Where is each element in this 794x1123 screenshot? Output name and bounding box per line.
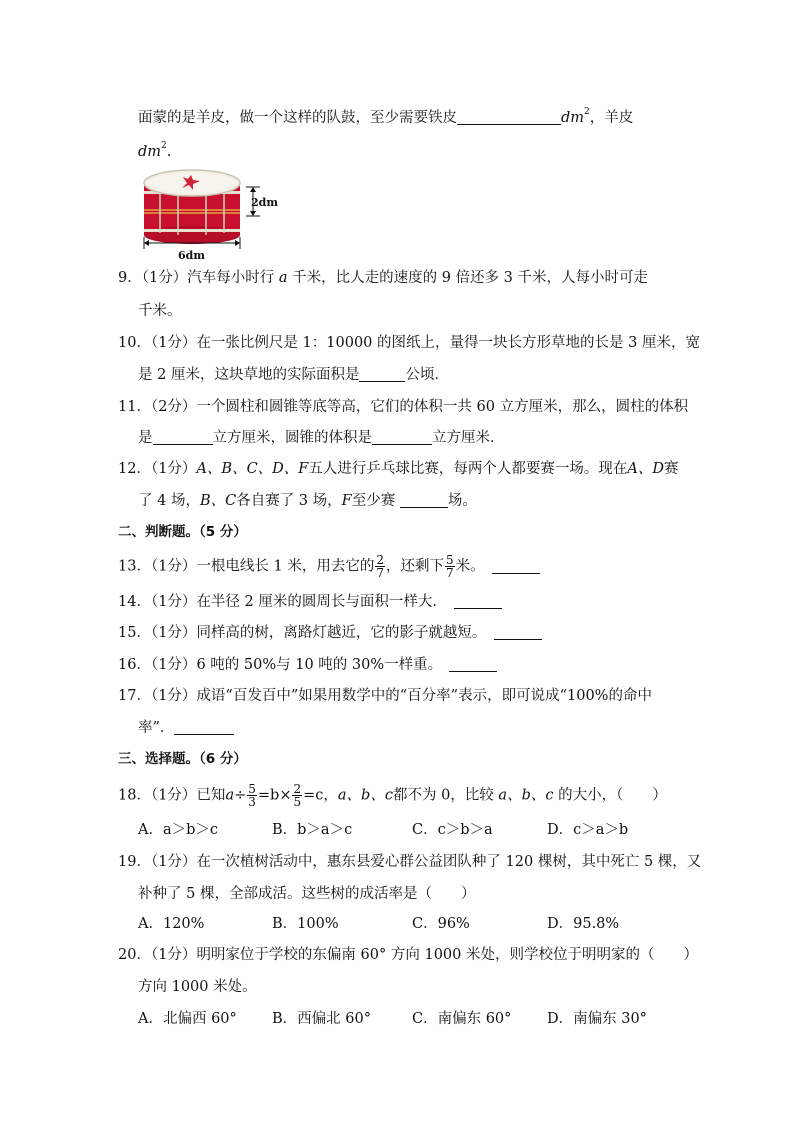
q10-line1: 10．（1分）在一张比例尺是 1：10000 的图纸上，量得一块长方形草地的长是 3 厘米，宽 xyxy=(118,335,700,351)
q20-option-a[interactable]: A．北偏西 60° xyxy=(138,1011,237,1027)
q20-line1: 20．（1分）明明家位于学校的东偏南 60° 方向 1000 米处，则学校位于明明家的（ ） xyxy=(118,947,698,963)
q19-line2: 补种了 5 棵，全部成活。这些树的成活率是（ ） xyxy=(138,886,476,902)
q12-blank[interactable] xyxy=(400,491,448,508)
q19-option-c[interactable]: C．96% xyxy=(412,916,470,932)
q18-option-b[interactable]: B．b＞a＞c xyxy=(272,822,353,838)
q16-blank[interactable] xyxy=(449,655,497,672)
drum-figure xyxy=(138,163,288,263)
q15-blank[interactable] xyxy=(494,623,542,640)
q18-option-d[interactable]: D．c＞a＞b xyxy=(547,822,629,838)
height-label: 2dm xyxy=(251,196,278,209)
q17-blank[interactable] xyxy=(174,718,234,735)
drum-illustration xyxy=(138,163,288,263)
q11-line2: 是 立方厘米，圆锥的体积是 立方厘米． xyxy=(138,430,505,446)
q19-option-b[interactable]: B．100% xyxy=(272,916,339,932)
q8-line2: $dm^2$. xyxy=(138,141,172,160)
q19-option-d[interactable]: D．95.8% xyxy=(547,916,620,932)
drum-bottom xyxy=(144,226,240,244)
fraction-2-5: $\frac{2}{5}$ xyxy=(293,782,302,809)
q16-line: 16．（1分）6 吨的 50%与 10 吨的 30%一样重。 xyxy=(118,655,497,675)
q9-line1: 9．（1分）汽车每小时行 a 千米，比人走的速度的 9 倍还多 3 千米，人每小时可走 xyxy=(118,270,648,286)
drum-rim-bottom xyxy=(144,229,240,232)
q15-line: 15．（1分）同样高的树，离路灯越近，它的影子就越短。 xyxy=(118,623,542,643)
q20-option-d[interactable]: D．南偏东 30° xyxy=(547,1011,647,1027)
fraction-5-7: $\frac{5}{7}$ xyxy=(446,553,454,580)
q18-option-a[interactable]: A．a＞b＞c xyxy=(138,822,219,838)
q17-line1: 17．（1分）成语“百发百中”如果用数学中的“百分率”表示，即可说成“100%的命中 xyxy=(118,688,652,704)
q13-blank[interactable] xyxy=(492,557,540,574)
q13-line: 13．（1分）一根电线长 1 米，用去它的 $\frac{2}{7}$ ，还剩下 $\frac{5}{7}$ 米。 xyxy=(118,554,540,579)
fraction-2-7: $\frac{2}{7}$ xyxy=(376,553,385,580)
q17-line2: 率”． xyxy=(138,718,234,738)
q18-option-c[interactable]: C．c＞b＞a xyxy=(412,822,493,838)
diameter-label: 6dm xyxy=(178,249,205,262)
q10-line2: 是 2 厘米，这块草地的实际面积是 公顷． xyxy=(138,367,449,383)
q12-line1: 12．（1分）A、B、C、D、F五人进行乒乓球比赛，每两个人都要赛一场。现在A、D赛 xyxy=(118,461,679,477)
q19-option-a[interactable]: A．120% xyxy=(138,916,205,932)
q10-blank[interactable] xyxy=(359,365,405,382)
q11-blank-cylinder[interactable] xyxy=(153,428,213,445)
q19-line1: 19．（1分）在一次植树活动中，惠东县爱心群公益团队种了 120 棵树，其中死亡 5 棵，又 xyxy=(118,854,702,870)
q12-line2: 了 4 场，B、C各自赛了 3 场，F至少赛 场。 xyxy=(138,493,477,509)
q14-blank[interactable] xyxy=(454,592,502,609)
q8-blank-tin[interactable] xyxy=(457,108,561,125)
q11-blank-cone[interactable] xyxy=(372,428,432,445)
q14-line: 14．（1分）在半径 2 厘米的圆周长与面积一样大． xyxy=(118,592,502,612)
q18-line: 18．（1分）已知a÷ $\frac{5}{3}$ =b× $\frac{2}{5}$ =c，a、b、c都不为 0，比较 a、b、c 的大小，（ ） xyxy=(118,782,667,809)
section-3-title: 三、选择题。（6 分） xyxy=(118,751,247,767)
section-2-title: 二、判断题。（5 分） xyxy=(118,524,247,540)
q11-line1: 11．（2分）一个圆柱和圆锥等底等高，它们的体积一共 60 立方厘米，那么，圆柱的体积 xyxy=(118,399,689,415)
q9-line2: 千米。 xyxy=(138,303,182,319)
q20-option-c[interactable]: C．南偏东 60° xyxy=(412,1011,512,1027)
fraction-5-3: $\frac{5}{3}$ xyxy=(248,782,256,809)
q20-line2: 方向 1000 米处。 xyxy=(138,979,257,995)
q20-option-b[interactable]: B．西偏北 60° xyxy=(272,1011,371,1027)
q8-line1: 面蒙的是羊皮，做一个这样的队鼓，至少需要铁皮 $dm^2$，羊皮 xyxy=(138,107,634,126)
